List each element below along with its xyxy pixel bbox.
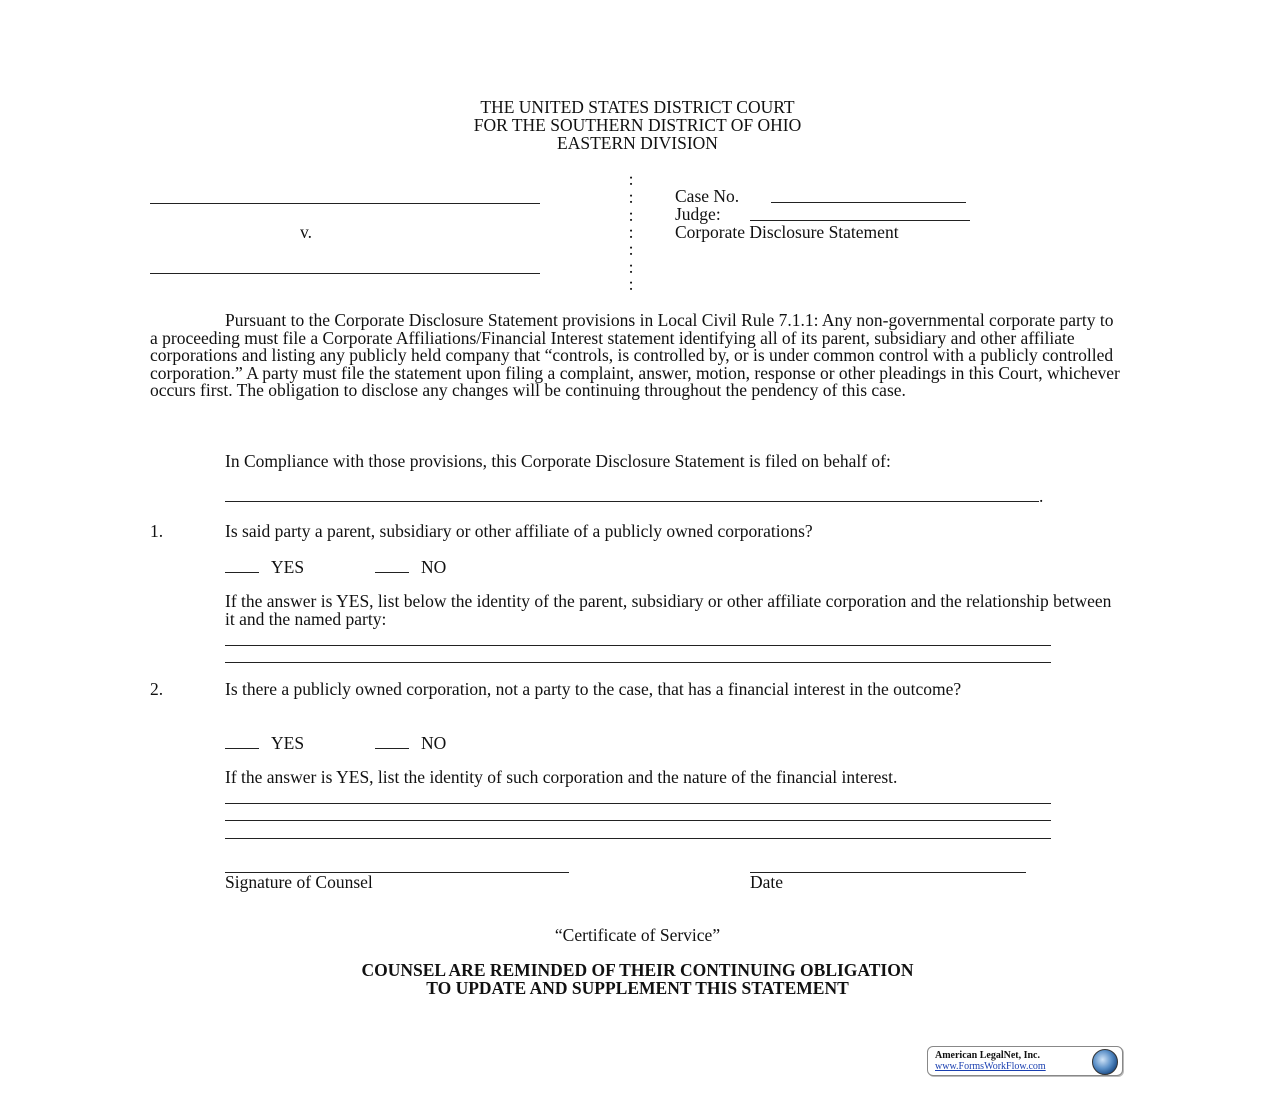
question-1-yes-blank[interactable] — [225, 558, 259, 573]
question-2-answer-line[interactable] — [225, 803, 1051, 804]
yes-label: YES — [271, 557, 305, 577]
caption-colon: : — [628, 169, 634, 189]
case-no-label: Case No. — [675, 186, 740, 206]
question-1-text: Is said party a parent, subsidiary or other affiliate of a publicly owned corporations? — [225, 521, 813, 541]
question-1-number: 1. — [150, 521, 164, 541]
court-name: THE UNITED STATES DISTRICT COURT — [480, 97, 795, 117]
certificate-of-service: “Certificate of Service” — [554, 925, 721, 945]
yes-label: YES — [271, 733, 305, 753]
reminder-line-1: COUNSEL ARE REMINDED OF THEIR CONTINUING OBLIGATION — [361, 960, 914, 980]
no-label: NO — [421, 557, 447, 577]
caption-colon: : — [628, 222, 634, 242]
caption-colon: : — [628, 239, 634, 259]
court-district: FOR THE SOUTHERN DISTRICT OF OHIO — [473, 115, 802, 135]
question-2-instruction: If the answer is YES, list the identity of such corporation and the nature of the financial interest. — [225, 767, 898, 787]
logo-url-link[interactable]: www.FormsWorkFlow.com — [935, 1061, 1046, 1072]
date-field[interactable] — [750, 872, 1026, 873]
court-division: EASTERN DIVISION — [557, 133, 718, 153]
question-2-yes-option[interactable] — [225, 734, 304, 753]
judge-field[interactable] — [750, 220, 970, 221]
question-2-yes-blank[interactable] — [225, 734, 259, 749]
caption-colon: : — [628, 187, 634, 207]
question-2-number: 2. — [150, 679, 164, 699]
case-no-field[interactable] — [771, 202, 966, 203]
question-1-instruction: If the answer is YES, list below the identity of the parent, subsidiary or other affiliate corporation and the relationship between it and the named party: — [225, 591, 1112, 629]
filing-party-field[interactable] — [225, 501, 1039, 502]
question-2-answer-line[interactable] — [225, 820, 1051, 821]
globe-icon — [1092, 1049, 1118, 1075]
intro-paragraph: Pursuant to the Corporate Disclosure Statement provisions in Local Civil Rule 7.1.1: Any non-governmental corporate party to a proceeding must file a Corporate Affiliations/Financial Interest statement identifying all of its parent, subsidiary and other affiliate corporations and listing any publicly held company that “controls, is controlled by, or is under common control with a publicly controlled corporation.” A party must file the statement upon filing a complaint, answer, motion, response or other pleadings in this Court, whichever occurs first. The obligation to disclose any changes will be continuing throughout the pendency of this case. — [150, 310, 1120, 401]
no-label: NO — [421, 733, 447, 753]
versus-label: v. — [300, 222, 312, 242]
signature-label: Signature of Counsel — [225, 872, 373, 892]
question-1-yes-option[interactable] — [225, 558, 304, 577]
document-title: Corporate Disclosure Statement — [675, 222, 899, 242]
date-label: Date — [750, 872, 784, 892]
compliance-text: In Compliance with those provisions, this Corporate Disclosure Statement is filed on behalf of: — [225, 451, 891, 471]
logo-company-name: American LegalNet, Inc. — [935, 1050, 1040, 1061]
filing-party-period: . — [1039, 486, 1044, 506]
judge-label: Judge: — [675, 204, 721, 224]
question-2-no-blank[interactable] — [375, 734, 409, 749]
question-2-no-option[interactable] — [375, 734, 446, 753]
question-2-text: Is there a publicly owned corporation, not a party to the case, that has a financial interest in the outcome? — [225, 679, 962, 699]
question-1-answer-line[interactable] — [225, 662, 1051, 663]
reminder-line-2: TO UPDATE AND SUPPLEMENT THIS STATEMENT — [426, 978, 849, 998]
caption-colon: : — [628, 274, 634, 294]
question-1-no-blank[interactable] — [375, 558, 409, 573]
question-1-answer-line[interactable] — [225, 645, 1051, 646]
defendant-name-field[interactable] — [150, 273, 540, 274]
american-legalnet-logo[interactable] — [927, 1046, 1123, 1076]
caption-colon: : — [628, 257, 634, 277]
question-2-answer-line[interactable] — [225, 838, 1051, 839]
plaintiff-name-field[interactable] — [150, 203, 540, 204]
caption-colon: : — [628, 205, 634, 225]
question-1-no-option[interactable] — [375, 558, 446, 577]
